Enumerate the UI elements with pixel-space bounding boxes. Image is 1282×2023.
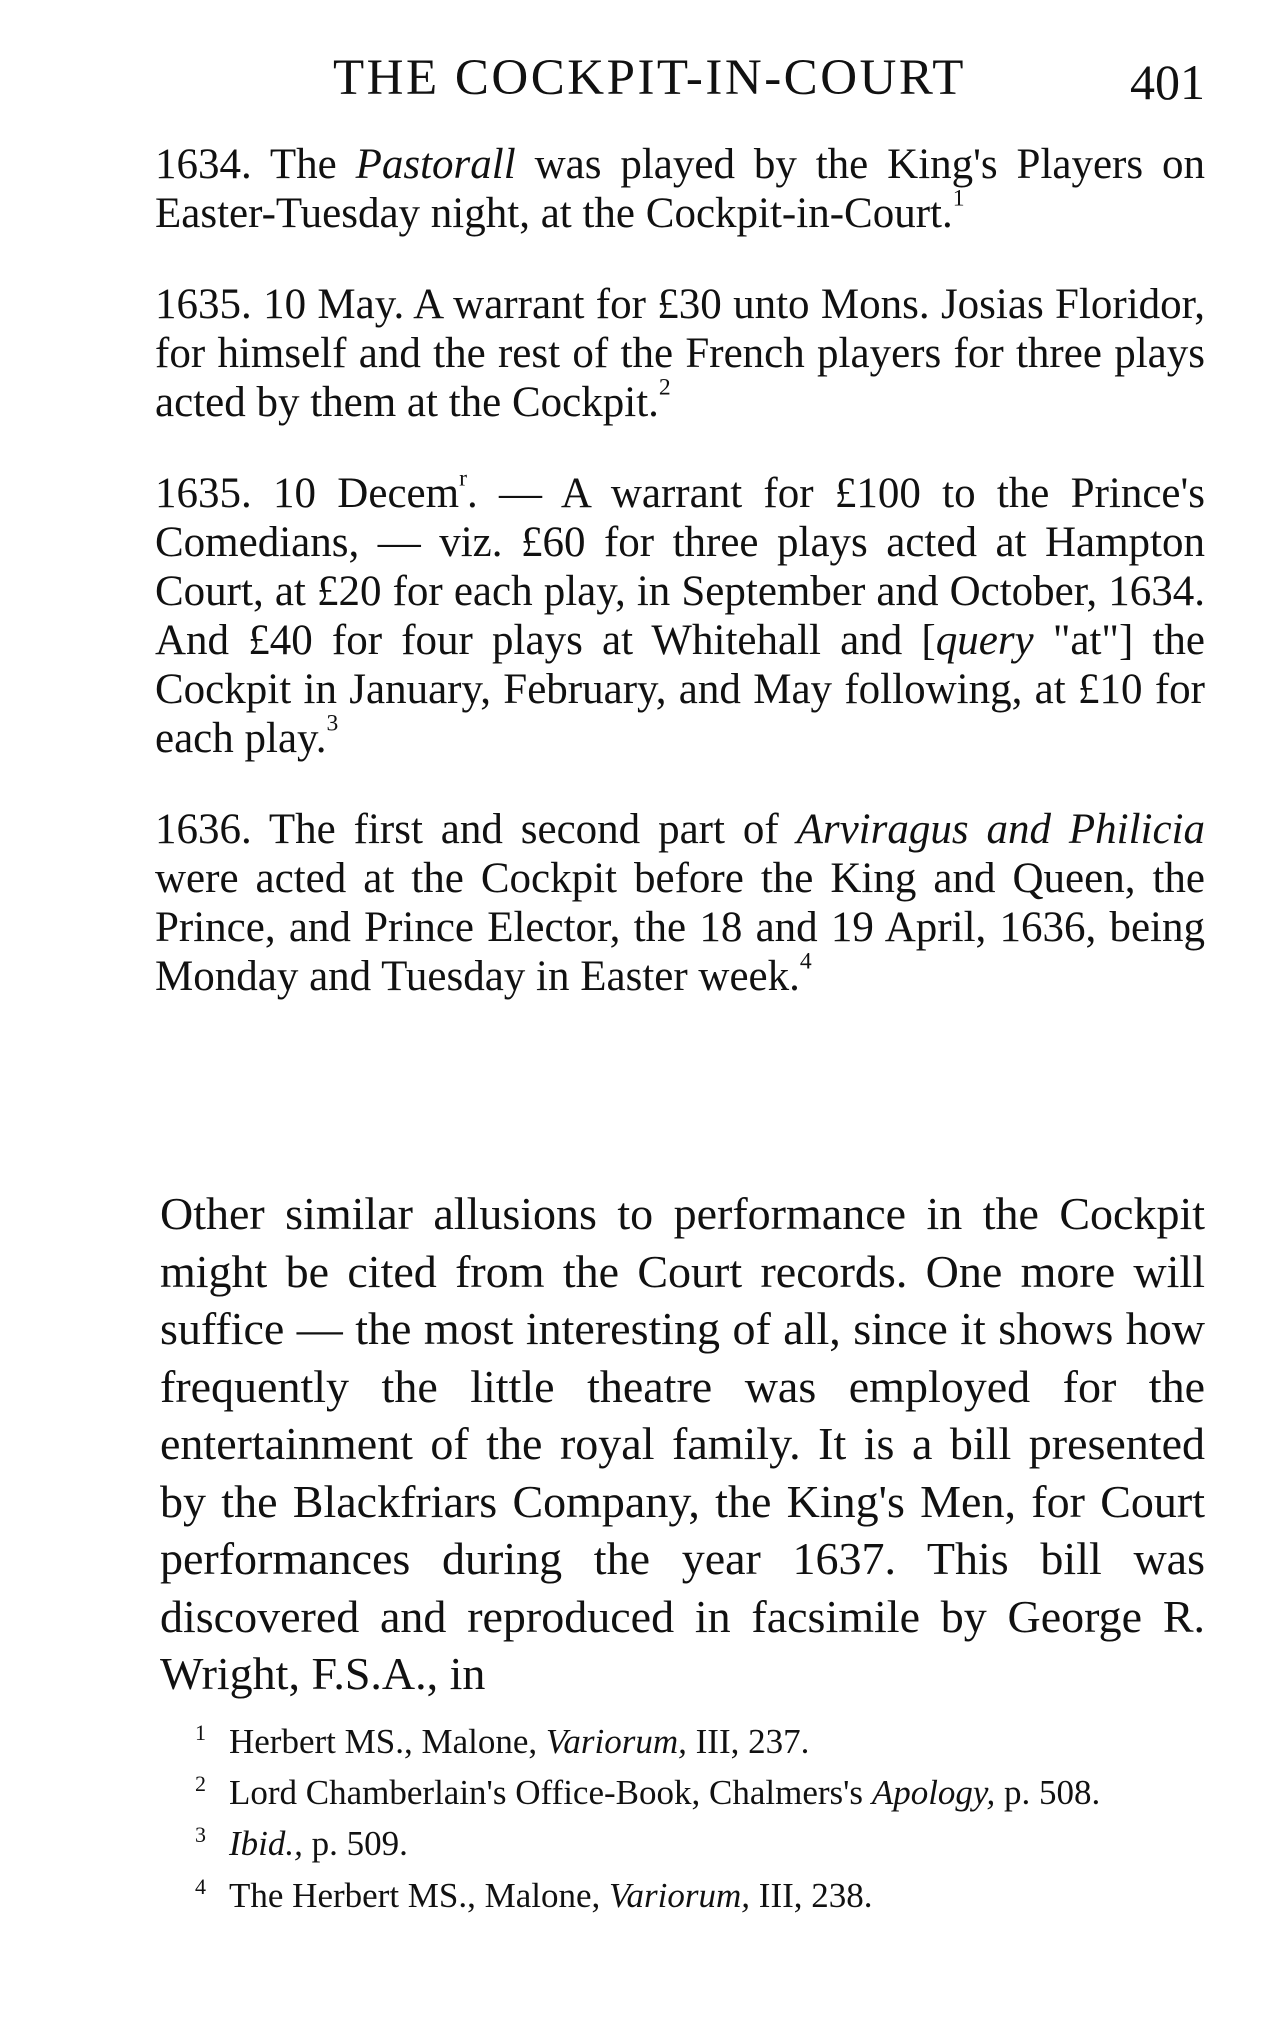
record-entry-1634: 1634. The Pastorall was played by the King's Players on Easter-Tuesday night, at the Cockpit-in-Court.$^1$	[155, 141, 1205, 237]
body-paragraph: Other similar allusions to performance in the Cockpit might be cited from the Court records. One more will suffice — the most interesting of all, since it shows how frequently the little theatre was employed for the entertainment of the royal family. It is a bill presented by the Blackfriars Company, the King's Men, for Court performances during the year 1637. This bill was discovered and reproduced in facsimile by George R. Wright, F.S.A., in	[160, 1188, 1205, 1699]
footnote-ref: 1	[952, 185, 965, 212]
running-head	[155, 42, 1205, 112]
footnote: 1 Herbert MS., Malone, Variorum, III, 237.	[195, 1720, 810, 1762]
running-title: THE COCKPIT-IN-COURT	[333, 50, 966, 106]
footnote-ref: 4	[799, 948, 812, 975]
record-entries	[155, 140, 1205, 1043]
footnote-ref: 3	[326, 710, 339, 737]
footnote: 3 Ibid., p. 509.	[195, 1822, 408, 1864]
footnote: 2 Lord Chamberlain's Office-Book, Chalmers's Apology, p. 508.	[195, 1771, 1101, 1813]
record-entry-1635-december: 1635. 10 Decem$^r$. — A warrant for £100 to the Prince's Comedians, — viz. £60 for three plays acted at Hampton Court, at £20 for each play, in September and October, 1634. And £40 for four plays at Whitehall and [query "at"] the Cockpit in January, February, and May following, at £10 for each play.$^3$	[155, 465, 1205, 762]
page-number: 401	[1130, 54, 1205, 110]
footnote-ref: 2	[658, 374, 671, 401]
footnotes	[195, 1712, 1215, 1917]
record-entry-1635-may: 1635. 10 May. A warrant for £30 unto Mons. Josias Floridor, for himself and the rest of the French players for three plays acted by them at the Cockpit.$^2$	[155, 281, 1205, 426]
record-entry-1636: 1636. The first and second part of Arviragus and Philicia were acted at the Cockpit before the King and Queen, the Prince, and Prince Elector, the 18 and 19 April, 1636, being Monday and Tuesday in Easter week.$^4$	[155, 806, 1205, 1000]
footnote: 4 The Herbert MS., Malone, Variorum, III, 238.	[195, 1873, 873, 1915]
